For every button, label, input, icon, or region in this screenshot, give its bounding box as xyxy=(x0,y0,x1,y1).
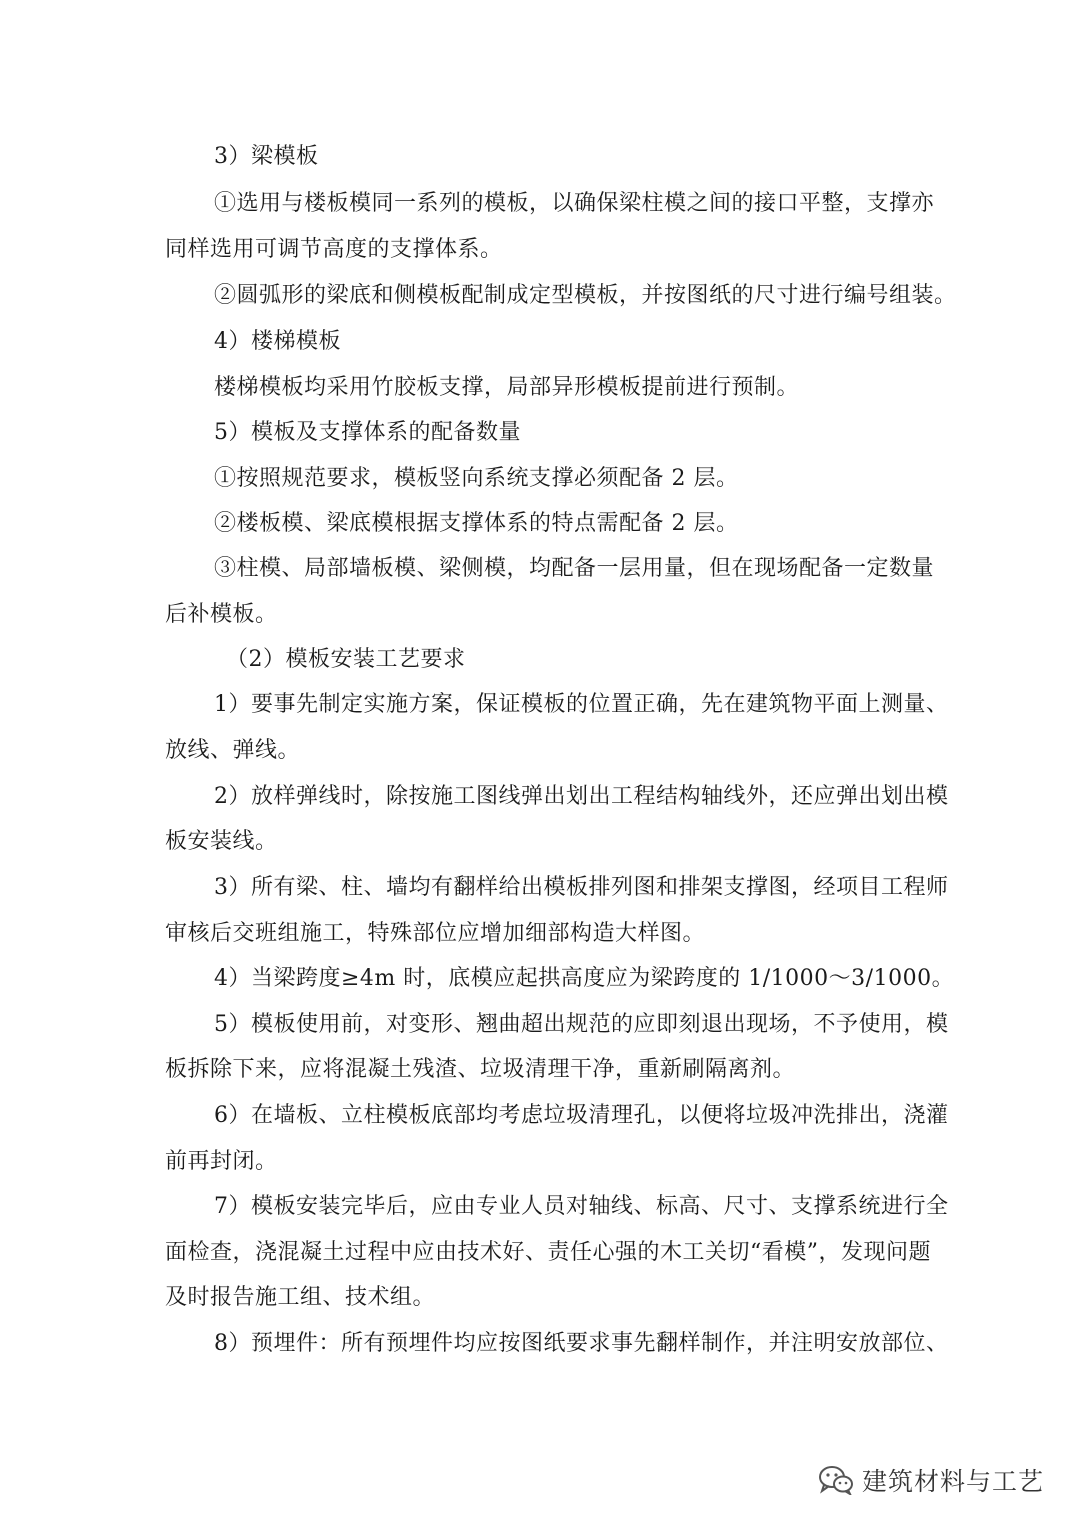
paragraph-line: 7）模板安装完毕后，应由专业人员对轴线、标高、尺寸、支撑系统进行全 xyxy=(214,1194,949,1219)
paragraph-line: 1）要事先制定实施方案，保证模板的位置正确，先在建筑物平面上测量、 xyxy=(214,692,949,717)
watermark xyxy=(818,1460,1044,1500)
heading-beam-formwork: 3）梁模板 xyxy=(214,144,319,169)
paragraph-line: 放线、弹线。 xyxy=(165,738,301,763)
wechat-icon xyxy=(818,1465,854,1495)
paragraph-line: 前再封闭。 xyxy=(165,1149,278,1174)
paragraph-line: 2）放样弹线时，除按施工图线弹出划出工程结构轴线外，还应弹出划出模 xyxy=(214,784,949,809)
paragraph-line: 面检查，浇混凝土过程中应由技术好、责任心强的木工关切“看模”，发现问题 xyxy=(165,1240,931,1265)
paragraph-line: 同样选用可调节高度的支撑体系。 xyxy=(165,237,503,262)
paragraph-line: 5）模板使用前，对变形、翘曲超出规范的应即刻退出现场，不予使用，模 xyxy=(214,1012,949,1037)
heading-quantity: 5）模板及支撑体系的配备数量 xyxy=(214,420,521,445)
paragraph-line: ①按照规范要求，模板竖向系统支撑必须配备 2 层。 xyxy=(214,466,739,491)
paragraph-line: ③柱模、局部墙板模、梁侧模，均配备一层用量，但在现场配备一定数量 xyxy=(214,556,935,581)
paragraph-line: 4）当梁跨度≥4m 时，底模应起拱高度应为梁跨度的 1/1000～3/1000。 xyxy=(214,966,955,991)
heading-stair-formwork: 4）楼梯模板 xyxy=(214,329,341,354)
paragraph-line: 审核后交班组施工，特殊部位应增加细部构造大样图。 xyxy=(165,921,706,946)
paragraph-line: 板拆除下来，应将混凝土残渣、垃圾清理干净，重新刷隔离剂。 xyxy=(165,1057,796,1082)
paragraph-line: 6）在墙板、立柱模板底部均考虑垃圾清理孔，以便将垃圾冲洗排出，浇灌 xyxy=(214,1103,949,1128)
heading-installation-requirements: （2）模板安装工艺要求 xyxy=(226,647,466,672)
paragraph-line: ①选用与楼板模同一系列的模板，以确保梁柱模之间的接口平整，支撑亦 xyxy=(214,191,935,216)
paragraph-line: 及时报告施工组、技术组。 xyxy=(165,1285,436,1310)
paragraph-line: 3）所有梁、柱、墙均有翻样给出模板排列图和排架支撑图，经项目工程师 xyxy=(214,875,949,900)
watermark-text: 建筑材料与工艺 xyxy=(862,1467,1045,1496)
paragraph-line: 8）预埋件：所有预埋件均应按图纸要求事先翻样制作，并注明安放部位、 xyxy=(214,1331,949,1356)
paragraph-line: ②圆弧形的梁底和侧模板配制成定型模板，并按图纸的尺寸进行编号组装。 xyxy=(214,283,957,308)
paragraph-line: 后补模板。 xyxy=(165,602,278,627)
paragraph-line: ②楼板模、梁底模根据支撑体系的特点需配备 2 层。 xyxy=(214,511,739,536)
paragraph-line: 板安装线。 xyxy=(165,829,278,854)
paragraph-line: 楼梯模板均采用竹胶板支撑，局部异形模板提前进行预制。 xyxy=(214,375,800,400)
